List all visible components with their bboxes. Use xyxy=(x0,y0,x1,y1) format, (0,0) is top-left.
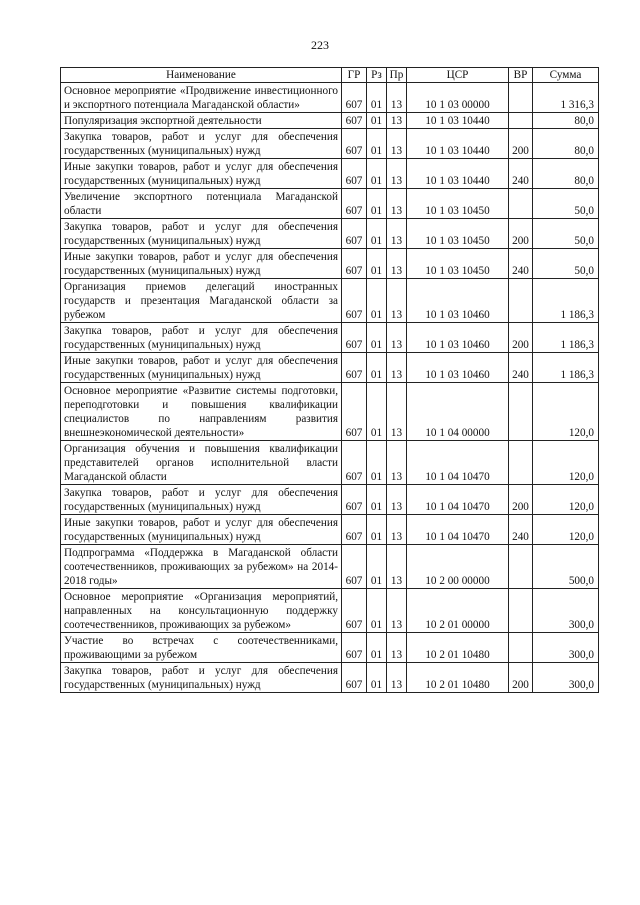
cell-gr: 607 xyxy=(342,383,367,441)
table-row xyxy=(61,129,599,159)
cell-csr: 10 1 03 10450 xyxy=(407,219,509,249)
cell-gr: 607 xyxy=(342,83,367,113)
header-csr: ЦСР xyxy=(407,68,509,83)
cell-rz: 01 xyxy=(367,113,387,129)
table-row xyxy=(61,663,599,693)
cell-csr: 10 2 00 00000 xyxy=(407,545,509,589)
cell-csr: 10 1 04 10470 xyxy=(407,515,509,545)
cell-gr: 607 xyxy=(342,441,367,485)
cell-name: Участие во встречах с соотечественниками, проживающими за рубежом xyxy=(61,633,342,663)
cell-gr: 607 xyxy=(342,485,367,515)
header-rz: Рз xyxy=(367,68,387,83)
cell-pr: 13 xyxy=(387,515,407,545)
cell-pr: 13 xyxy=(387,485,407,515)
cell-rz: 01 xyxy=(367,189,387,219)
cell-pr: 13 xyxy=(387,545,407,589)
cell-gr: 607 xyxy=(342,249,367,279)
cell-sum: 80,0 xyxy=(533,129,599,159)
cell-vr: 200 xyxy=(509,129,533,159)
cell-sum: 500,0 xyxy=(533,545,599,589)
cell-csr: 10 1 03 10460 xyxy=(407,353,509,383)
cell-pr: 13 xyxy=(387,353,407,383)
table-row xyxy=(61,279,599,323)
cell-name: Иные закупки товаров, работ и услуг для обеспечения государственных (муниципальных) нужд xyxy=(61,249,342,279)
cell-csr: 10 1 04 00000 xyxy=(407,383,509,441)
cell-rz: 01 xyxy=(367,279,387,323)
cell-sum: 1 186,3 xyxy=(533,353,599,383)
cell-vr xyxy=(509,383,533,441)
cell-pr: 13 xyxy=(387,279,407,323)
cell-name: Закупка товаров, работ и услуг для обеспечения государственных (муниципальных) нужд xyxy=(61,485,342,515)
cell-sum: 300,0 xyxy=(533,589,599,633)
cell-rz: 01 xyxy=(367,633,387,663)
cell-name: Основное мероприятие «Продвижение инвестиционного и экспортного потенциала Магаданской области» xyxy=(61,83,342,113)
header-sum: Сумма xyxy=(533,68,599,83)
cell-pr: 13 xyxy=(387,589,407,633)
table-row xyxy=(61,545,599,589)
cell-csr: 10 1 04 10470 xyxy=(407,441,509,485)
cell-pr: 13 xyxy=(387,383,407,441)
cell-sum: 50,0 xyxy=(533,249,599,279)
cell-vr: 240 xyxy=(509,353,533,383)
cell-name: Закупка товаров, работ и услуг для обеспечения государственных (муниципальных) нужд xyxy=(61,323,342,353)
cell-gr: 607 xyxy=(342,353,367,383)
cell-name: Популяризация экспортной деятельности xyxy=(61,113,342,129)
cell-vr xyxy=(509,589,533,633)
cell-rz: 01 xyxy=(367,323,387,353)
cell-csr: 10 1 03 10450 xyxy=(407,189,509,219)
cell-csr: 10 1 03 10440 xyxy=(407,113,509,129)
cell-pr: 13 xyxy=(387,219,407,249)
cell-pr: 13 xyxy=(387,441,407,485)
cell-gr: 607 xyxy=(342,545,367,589)
cell-gr: 607 xyxy=(342,323,367,353)
cell-name: Увеличение экспортного потенциала Магаданской области xyxy=(61,189,342,219)
table-row xyxy=(61,441,599,485)
cell-sum: 1 316,3 xyxy=(533,83,599,113)
cell-vr: 200 xyxy=(509,323,533,353)
page-number: 223 xyxy=(311,38,329,52)
cell-pr: 13 xyxy=(387,249,407,279)
table-row xyxy=(61,323,599,353)
header-name: Наименование xyxy=(61,68,342,83)
cell-gr: 607 xyxy=(342,189,367,219)
cell-sum: 1 186,3 xyxy=(533,279,599,323)
cell-name: Иные закупки товаров, работ и услуг для обеспечения государственных (муниципальных) нужд xyxy=(61,353,342,383)
table-row xyxy=(61,159,599,189)
cell-name: Закупка товаров, работ и услуг для обеспечения государственных (муниципальных) нужд xyxy=(61,219,342,249)
table-row xyxy=(61,113,599,129)
cell-rz: 01 xyxy=(367,383,387,441)
cell-gr: 607 xyxy=(342,589,367,633)
cell-vr xyxy=(509,279,533,323)
header-pr: Пр xyxy=(387,68,407,83)
header-vr: ВР xyxy=(509,68,533,83)
cell-pr: 13 xyxy=(387,633,407,663)
table-row xyxy=(61,485,599,515)
cell-gr: 607 xyxy=(342,663,367,693)
cell-rz: 01 xyxy=(367,441,387,485)
cell-rz: 01 xyxy=(367,159,387,189)
cell-name: Закупка товаров, работ и услуг для обеспечения государственных (муниципальных) нужд xyxy=(61,129,342,159)
cell-vr: 200 xyxy=(509,219,533,249)
cell-rz: 01 xyxy=(367,249,387,279)
cell-gr: 607 xyxy=(342,159,367,189)
table-row xyxy=(61,219,599,249)
cell-sum: 120,0 xyxy=(533,441,599,485)
cell-vr: 240 xyxy=(509,249,533,279)
cell-csr: 10 1 03 10440 xyxy=(407,129,509,159)
cell-csr: 10 2 01 00000 xyxy=(407,589,509,633)
cell-rz: 01 xyxy=(367,353,387,383)
cell-vr: 200 xyxy=(509,485,533,515)
table-row xyxy=(61,515,599,545)
budget-table xyxy=(60,67,599,693)
cell-pr: 13 xyxy=(387,159,407,189)
table-row xyxy=(61,633,599,663)
cell-sum: 120,0 xyxy=(533,485,599,515)
cell-rz: 01 xyxy=(367,663,387,693)
cell-sum: 1 186,3 xyxy=(533,323,599,353)
cell-rz: 01 xyxy=(367,515,387,545)
cell-csr: 10 1 03 10440 xyxy=(407,159,509,189)
cell-csr: 10 1 03 00000 xyxy=(407,83,509,113)
cell-gr: 607 xyxy=(342,515,367,545)
cell-pr: 13 xyxy=(387,323,407,353)
cell-csr: 10 1 04 10470 xyxy=(407,485,509,515)
cell-pr: 13 xyxy=(387,83,407,113)
cell-vr xyxy=(509,441,533,485)
cell-rz: 01 xyxy=(367,589,387,633)
cell-vr: 240 xyxy=(509,515,533,545)
cell-sum: 300,0 xyxy=(533,663,599,693)
cell-name: Иные закупки товаров, работ и услуг для обеспечения государственных (муниципальных) нужд xyxy=(61,515,342,545)
cell-vr xyxy=(509,189,533,219)
cell-pr: 13 xyxy=(387,663,407,693)
cell-rz: 01 xyxy=(367,129,387,159)
cell-sum: 80,0 xyxy=(533,159,599,189)
cell-pr: 13 xyxy=(387,189,407,219)
cell-vr xyxy=(509,83,533,113)
cell-sum: 120,0 xyxy=(533,383,599,441)
cell-pr: 13 xyxy=(387,129,407,159)
cell-csr: 10 1 03 10450 xyxy=(407,249,509,279)
cell-name: Организация приемов делегаций иностранных государств и презентация Магаданской области за рубежом xyxy=(61,279,342,323)
cell-gr: 607 xyxy=(342,279,367,323)
cell-gr: 607 xyxy=(342,129,367,159)
cell-name: Основное мероприятие «Развитие системы подготовки, переподготовки и повышения квалификации специалистов по направлениям развития внешнеэкономической деятельности» xyxy=(61,383,342,441)
table-row xyxy=(61,249,599,279)
cell-vr: 240 xyxy=(509,159,533,189)
table-row xyxy=(61,353,599,383)
cell-gr: 607 xyxy=(342,633,367,663)
cell-gr: 607 xyxy=(342,219,367,249)
cell-gr: 607 xyxy=(342,113,367,129)
table-row xyxy=(61,383,599,441)
cell-rz: 01 xyxy=(367,219,387,249)
cell-csr: 10 2 01 10480 xyxy=(407,663,509,693)
cell-name: Подпрограмма «Поддержка в Магаданской области соотечественников, проживающих за рубежом» на 2014-2018 годы» xyxy=(61,545,342,589)
cell-rz: 01 xyxy=(367,83,387,113)
table-header-row xyxy=(61,68,599,83)
cell-sum: 300,0 xyxy=(533,633,599,663)
cell-rz: 01 xyxy=(367,545,387,589)
cell-sum: 50,0 xyxy=(533,219,599,249)
cell-name: Основное мероприятие «Организация мероприятий, направленных на консультационную поддержку соотечественников, проживающих за рубежом» xyxy=(61,589,342,633)
cell-name: Закупка товаров, работ и услуг для обеспечения государственных (муниципальных) нужд xyxy=(61,663,342,693)
cell-vr xyxy=(509,545,533,589)
cell-name: Организация обучения и повышения квалификации представителей органов исполнительной власти Магаданской области xyxy=(61,441,342,485)
cell-name: Иные закупки товаров, работ и услуг для обеспечения государственных (муниципальных) нужд xyxy=(61,159,342,189)
cell-csr: 10 1 03 10460 xyxy=(407,323,509,353)
table-row xyxy=(61,83,599,113)
header-gr: ГР xyxy=(342,68,367,83)
table-row xyxy=(61,589,599,633)
cell-rz: 01 xyxy=(367,485,387,515)
cell-sum: 120,0 xyxy=(533,515,599,545)
cell-pr: 13 xyxy=(387,113,407,129)
cell-vr xyxy=(509,633,533,663)
cell-csr: 10 1 03 10460 xyxy=(407,279,509,323)
table-row xyxy=(61,189,599,219)
cell-vr: 200 xyxy=(509,663,533,693)
cell-sum: 50,0 xyxy=(533,189,599,219)
cell-sum: 80,0 xyxy=(533,113,599,129)
cell-csr: 10 2 01 10480 xyxy=(407,633,509,663)
cell-vr xyxy=(509,113,533,129)
